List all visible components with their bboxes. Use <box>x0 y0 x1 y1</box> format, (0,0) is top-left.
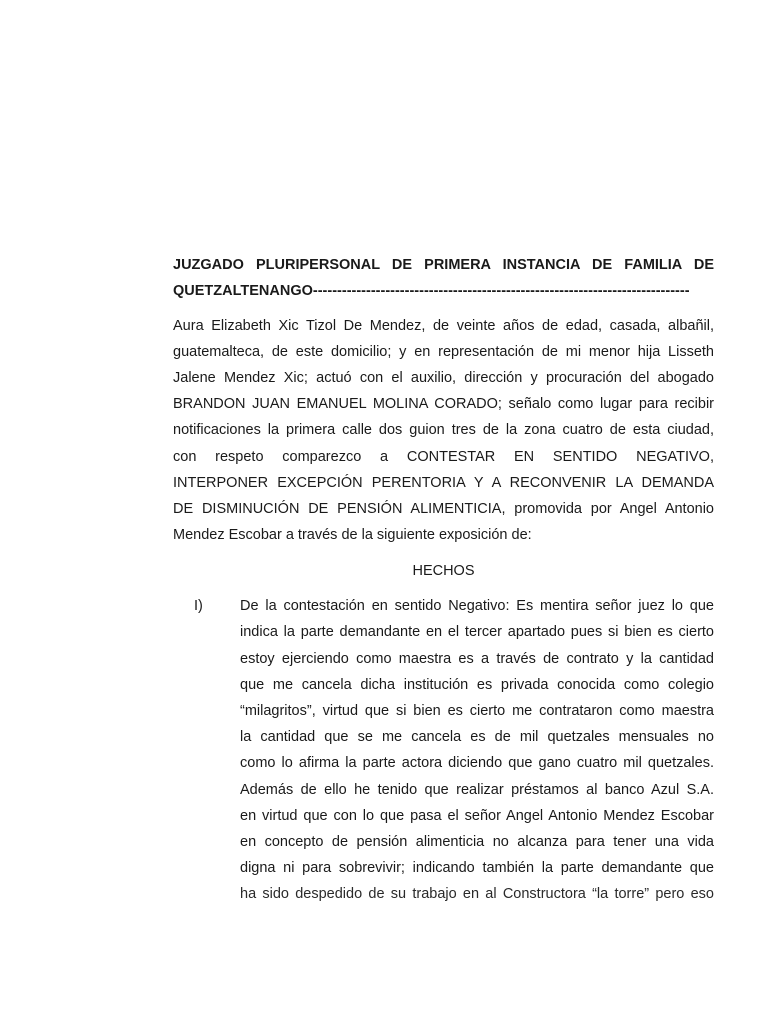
intro-line-5: notificaciones la primera calle dos guion tres de la zona cuatro de esta ciudad, <box>173 422 714 438</box>
section-title: HECHOS <box>412 563 475 579</box>
item-line-1: De la contestación en sentido Negativo: Es mentira señor juez lo que <box>240 598 714 614</box>
court-heading-line-2: QUETZALTENANGO------------------------------------------------------------------------------ <box>173 283 690 299</box>
court-heading-line-1: JUZGADO PLURIPERSONAL DE PRIMERA INSTANCIA DE FAMILIA DE <box>173 257 714 273</box>
intro-line-4: BRANDON JUAN EMANUEL MOLINA CORADO; señalo como lugar para recibir <box>173 396 714 412</box>
item-line-4: que me cancela dicha institución es privada conocida como colegio <box>240 677 714 693</box>
item-line-8: Además de ello he tenido que realizar préstamos al banco Azul S.A. <box>240 782 714 798</box>
intro-line-7: INTERPONER EXCEPCIÓN PERENTORIA Y A RECONVENIR LA DEMANDA <box>173 475 714 491</box>
intro-line-1: Aura Elizabeth Xic Tizol De Mendez, de veinte años de edad, casada, albañil, <box>173 318 714 334</box>
item-line-6: la cantidad que se me cancela es de mil quetzales mensuales no <box>240 729 714 745</box>
item-line-9: en virtud que con lo que pasa el señor Angel Antonio Mendez Escobar <box>240 808 714 824</box>
item-numeral: I) <box>194 598 203 614</box>
intro-line-3: Jalene Mendez Xic; actuó con el auxilio, dirección y procuración del abogado <box>173 370 714 386</box>
item-line-7: como lo afirma la parte actora diciendo que gano cuatro mil quetzales. <box>240 755 714 771</box>
item-line-12: ha sido despedido de su trabajo en al Constructora “la torre” pero eso <box>240 886 714 902</box>
intro-line-9: Mendez Escobar a través de la siguiente exposición de: <box>173 527 532 543</box>
intro-line-6: con respeto comparezco a CONTESTAR EN SENTIDO NEGATIVO, <box>173 449 714 465</box>
item-line-3: estoy ejerciendo como maestra es a través de contrato y la cantidad <box>240 651 714 667</box>
intro-line-8: DE DISMINUCIÓN DE PENSIÓN ALIMENTICIA, promovida por Angel Antonio <box>173 501 714 517</box>
item-line-11: digna ni para sobrevivir; indicando también la parte demandante que <box>240 860 714 876</box>
intro-line-2: guatemalteca, de este domicilio; y en representación de mi menor hija Lisseth <box>173 344 714 360</box>
item-line-5: “milagritos”, virtud que si bien es cierto me contrataron como maestra <box>240 703 714 719</box>
item-line-10: en concepto de pensión alimenticia no alcanza para tener una vida <box>240 834 714 850</box>
item-line-2: indica la parte demandante en el tercer apartado pues si bien es cierto <box>240 624 714 640</box>
